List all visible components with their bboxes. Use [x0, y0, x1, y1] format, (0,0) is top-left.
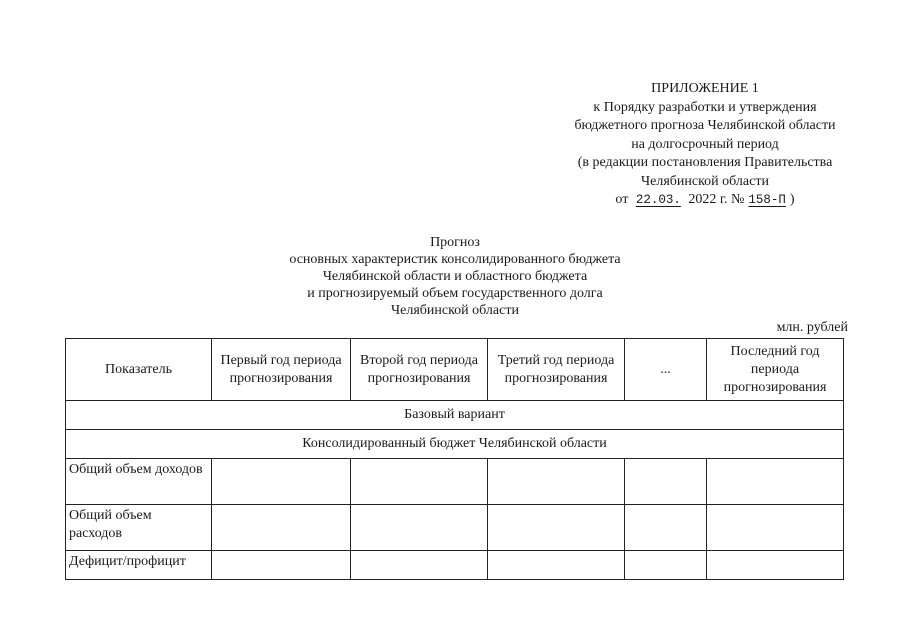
- table-cell: [351, 505, 488, 551]
- row-label-deficit: Дефицит/профицит: [66, 551, 212, 580]
- table-cell: [488, 505, 625, 551]
- section-consolidated-budget: Консолидированный бюджет Челябинской области: [66, 430, 844, 459]
- table-cell: [212, 459, 351, 505]
- table-cell: [351, 551, 488, 580]
- table-cell: [488, 459, 625, 505]
- table-cell: [625, 459, 707, 505]
- title-line-5: Челябинской области: [391, 303, 519, 318]
- appendix-line-4: (в редакции постановления Правительства: [577, 155, 833, 170]
- title-line-1: Прогноз: [430, 235, 480, 250]
- appendix-line-5: Челябинской области: [641, 173, 769, 189]
- appendix-date-line: [545, 191, 865, 210]
- row-label-revenue: Общий объем доходов: [66, 459, 212, 505]
- section-row-base: [66, 401, 844, 430]
- decree-number: 158-П: [748, 193, 786, 207]
- table-cell: [212, 551, 351, 580]
- table-row: [66, 505, 844, 551]
- appendix-title: ПРИЛОЖЕНИЕ 1: [651, 81, 759, 96]
- header-indicator: Показатель: [66, 339, 212, 401]
- title-line-4: и прогнозируемый объем государственного долга: [307, 286, 603, 301]
- table-cell: [351, 459, 488, 505]
- header-last-year: Последний год периода прогнозирования: [707, 339, 844, 401]
- table-cell: [488, 551, 625, 580]
- table-cell: [707, 505, 844, 551]
- table-cell: [212, 505, 351, 551]
- title-line-2: основных характеристик консолидированного бюджета: [289, 252, 621, 267]
- table-cell: [625, 551, 707, 580]
- table-cell: [707, 551, 844, 580]
- row-label-expenditure: Общий объем расходов: [66, 505, 212, 551]
- document-title: [240, 234, 670, 319]
- table-cell: [625, 505, 707, 551]
- appendix-line-2: бюджетного прогноза Челябинской области: [574, 118, 836, 133]
- appendix-line-3: на долгосрочный период: [631, 136, 779, 152]
- section-base-variant: Базовый вариант: [66, 401, 844, 430]
- appendix-header: [545, 80, 865, 210]
- table-cell: [707, 459, 844, 505]
- appendix-line-1: к Порядку разработки и утверждения: [593, 99, 817, 115]
- decree-date: 22.03.: [635, 193, 681, 207]
- forecast-table: [65, 338, 844, 580]
- header-ellipsis: ...: [625, 339, 707, 401]
- date-prefix: от: [615, 192, 629, 207]
- header-year-3: Третий год периода прогнозирования: [488, 339, 625, 401]
- header-year-1: Первый год периода прогнозирования: [212, 339, 351, 401]
- table-row: [66, 459, 844, 505]
- closing-paren: ): [789, 192, 795, 207]
- section-row-consolidated: [66, 430, 844, 459]
- header-year-2: Второй год периода прогнозирования: [351, 339, 488, 401]
- table-row: [66, 551, 844, 580]
- table-header-row: [66, 339, 844, 401]
- units-label: млн. рублей: [776, 320, 848, 335]
- year-text: 2022 г. №: [688, 192, 745, 207]
- title-line-3: Челябинской области и областного бюджета: [322, 269, 588, 284]
